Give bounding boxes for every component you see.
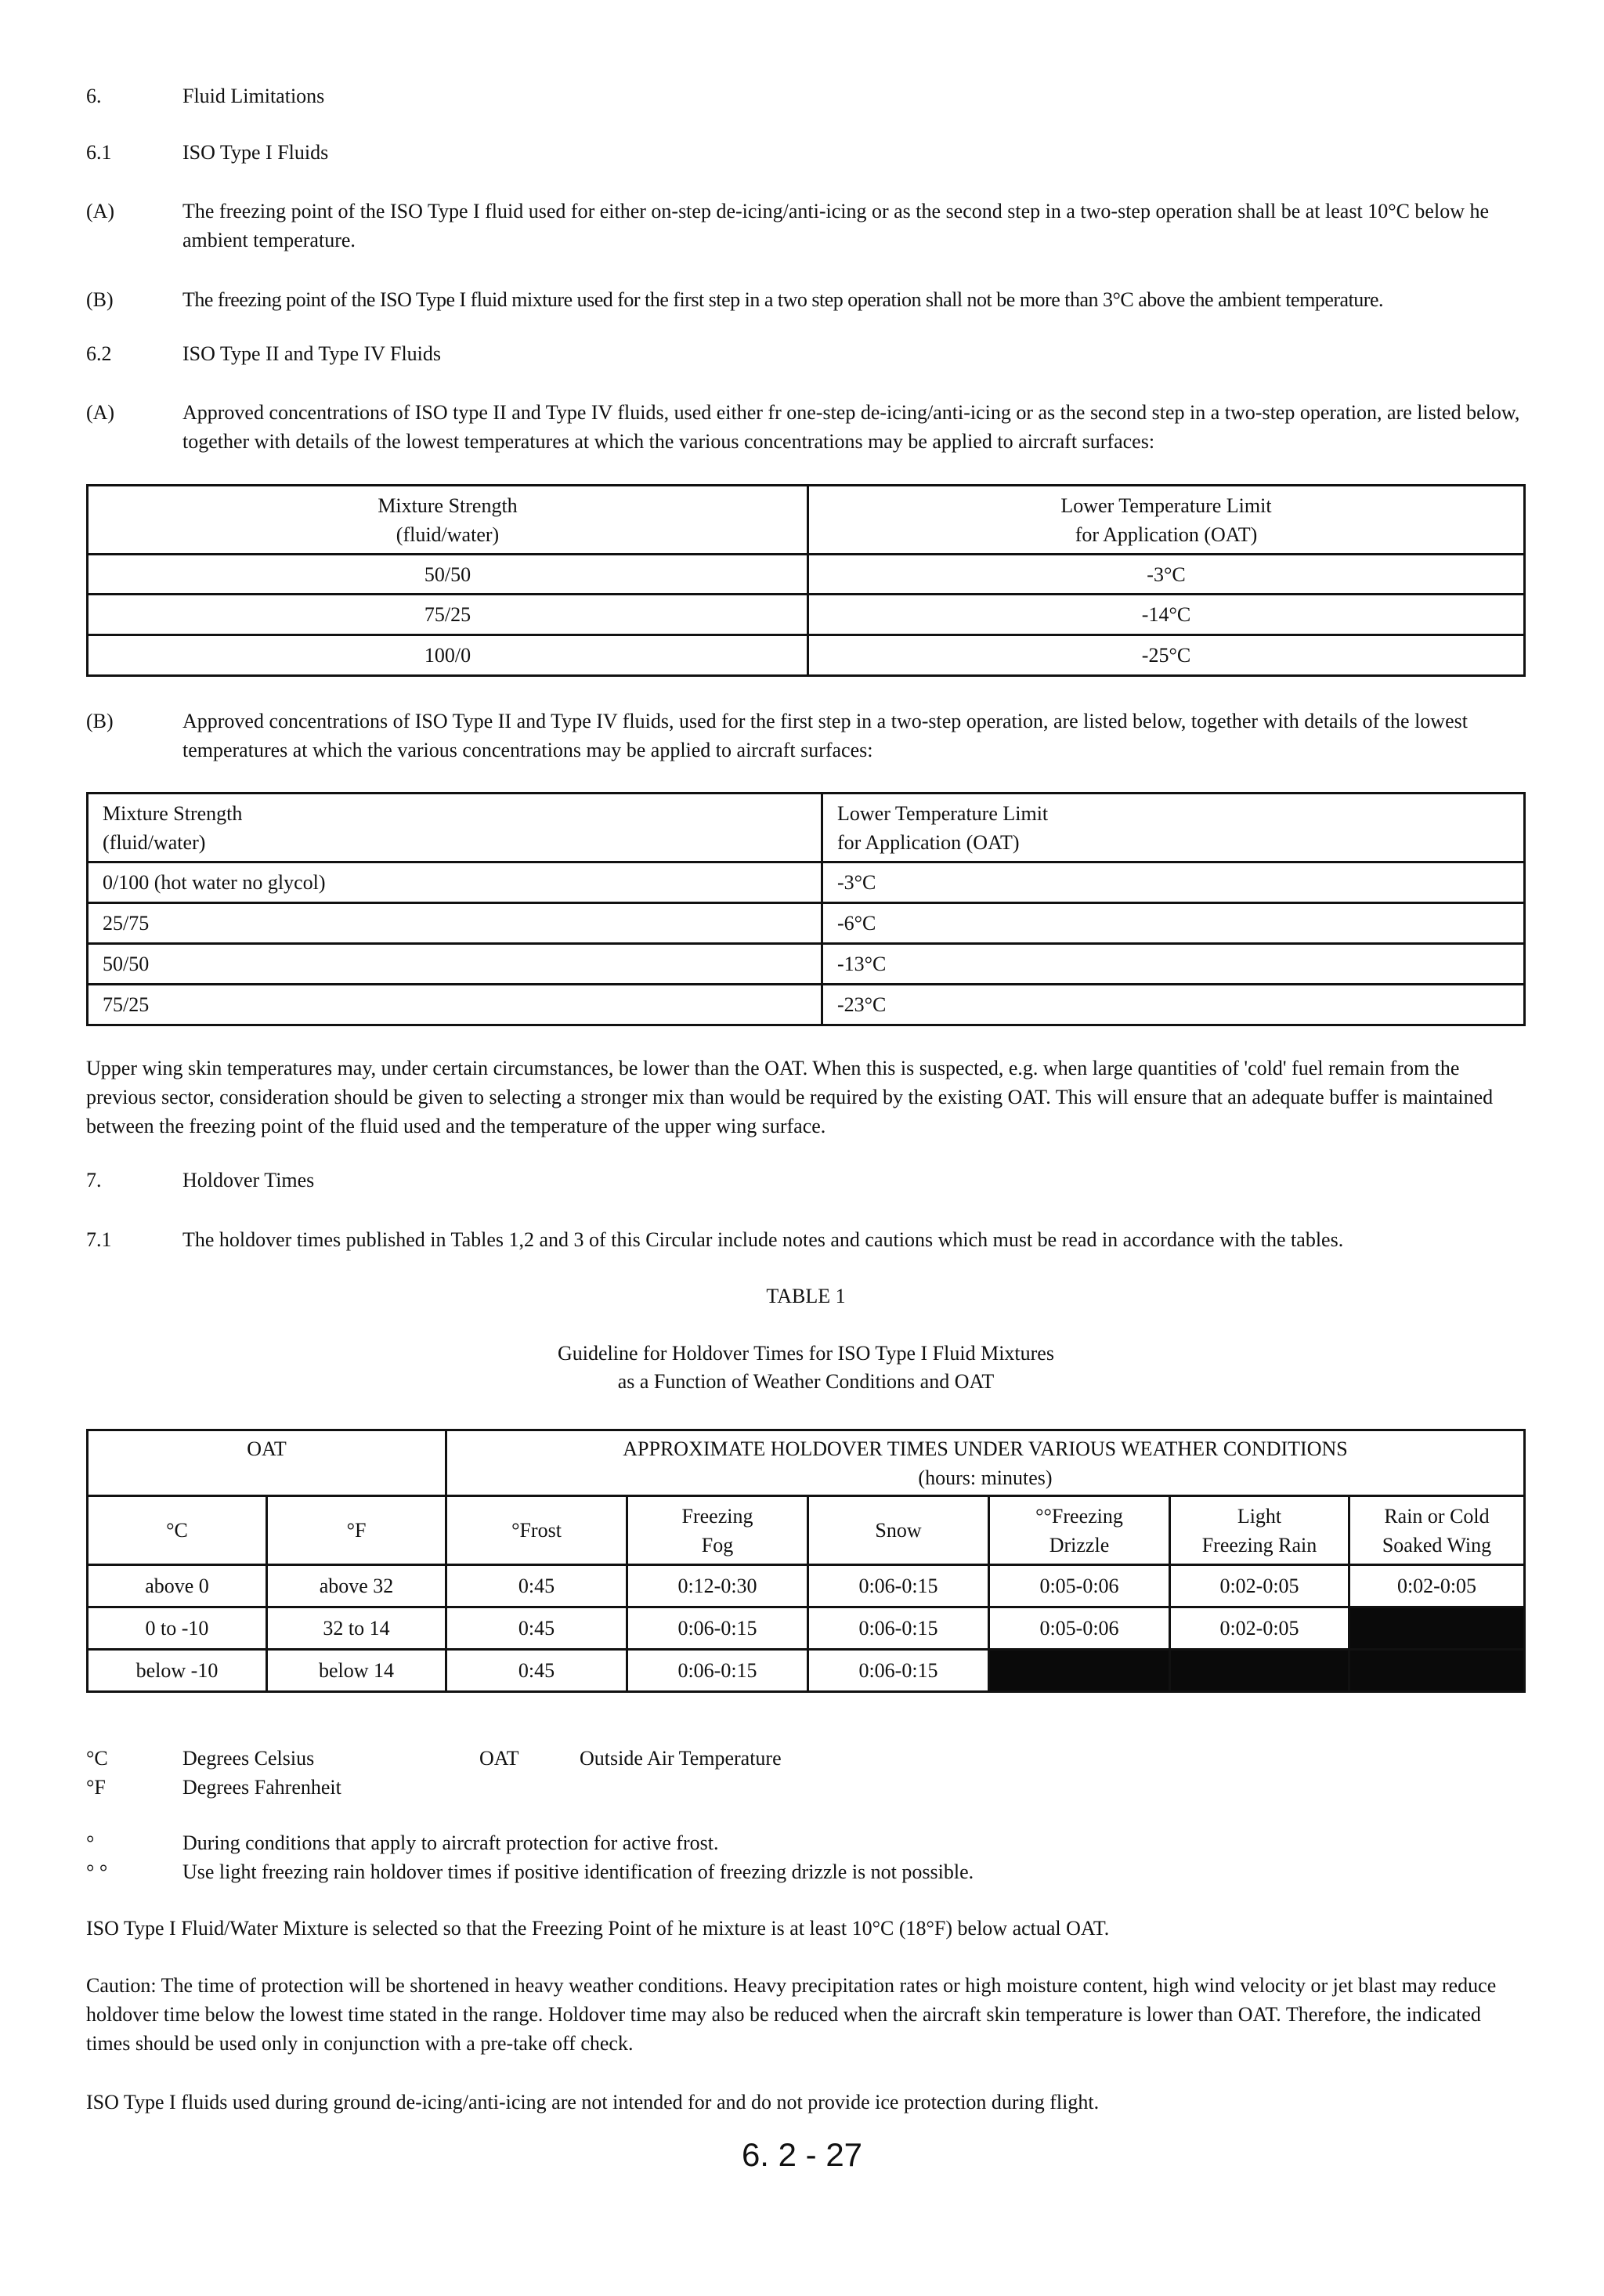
item-label: (A) xyxy=(86,200,115,222)
note-frost-symbol: ° xyxy=(86,1831,95,1854)
cell-snow: 0:06-0:15 xyxy=(808,1607,989,1650)
cell-not-applicable xyxy=(1349,1650,1525,1692)
table1-caption-line1: Guideline for Holdover Times for ISO Type I Fluid Mixtures xyxy=(558,1342,1054,1365)
cell-fahrenheit: below 14 xyxy=(267,1650,446,1692)
header-line: Rain or Cold xyxy=(1384,1504,1490,1528)
table-type-ii-iv-first-step xyxy=(86,792,1526,1026)
table-row xyxy=(88,555,1525,595)
header-line: Lower Temperature Limit xyxy=(1060,494,1272,517)
note-drizzle-symbol: ° ° xyxy=(86,1860,108,1883)
cell-mixture: 0/100 (hot water no glycol) xyxy=(88,862,822,903)
page-number: 6. 2 - 27 xyxy=(741,2136,863,2173)
cell-not-applicable xyxy=(1170,1650,1349,1692)
table-row xyxy=(88,985,1525,1025)
header-mixture-strength xyxy=(88,486,808,555)
cell-snow: 0:06-0:15 xyxy=(808,1565,989,1607)
header-line: Mixture Strength xyxy=(103,801,243,825)
legend-celsius-symbol: °C xyxy=(86,1747,108,1770)
mixture-paragraph: ISO Type I Fluid/Water Mixture is selected so that the Freezing Point of he mixture is at least 10°C (18°F) below actual OAT. xyxy=(86,1917,1110,1940)
legend-fahrenheit-text: Degrees Fahrenheit xyxy=(182,1776,341,1799)
caution-paragraph: Caution: The time of protection will be shortened in heavy weather conditions. Heavy precipitation rates or high moisture content, high wind velocity or jet blast may reduce holdover time below the lowest time stated in the range. Holdover time may also be reduced when the aircraft skin temperature is lower than OAT. Therefore, the indicated times should be used only in conjunction with a pre-take off check. xyxy=(86,1974,1497,2055)
cell-snow: 0:06-0:15 xyxy=(808,1650,989,1692)
item-text: The freezing point of the ISO Type I fluid used for either on-step de-icing/anti-icing or as the second step in a two-step operation shall be at least 10°C below he ambient temperature. xyxy=(182,200,1490,251)
note-frost-text: During conditions that apply to aircraft protection for active frost. xyxy=(182,1831,719,1854)
cell-frost: 0:45 xyxy=(446,1565,627,1607)
cell-temperature: -25°C xyxy=(808,635,1525,676)
cell-freezing-drizzle: 0:05-0:06 xyxy=(989,1565,1170,1607)
table1-label: TABLE 1 xyxy=(766,1285,846,1307)
cell-mixture: 25/75 xyxy=(88,903,822,944)
cell-light-freezing-rain: 0:02-0:05 xyxy=(1170,1565,1349,1607)
table-row xyxy=(88,903,1525,944)
header-line: Freezing xyxy=(681,1504,753,1528)
section-title: ISO Type I Fluids xyxy=(182,141,329,164)
header-line: Lower Temperature Limit xyxy=(837,801,1049,825)
header-lower-temp-limit xyxy=(808,486,1525,555)
table1-caption-line2: as a Function of Weather Conditions and OAT xyxy=(617,1370,995,1393)
header-line: (fluid/water) xyxy=(103,830,206,854)
table-type-ii-iv-one-step xyxy=(86,484,1526,677)
cell-mixture: 100/0 xyxy=(88,635,808,676)
cell-freezing-fog: 0:12-0:30 xyxy=(627,1565,808,1607)
col-snow: Snow xyxy=(808,1496,989,1565)
section-title: Holdover Times xyxy=(182,1169,315,1191)
col-frost: °Frost xyxy=(446,1496,627,1565)
cell-not-applicable xyxy=(1349,1607,1525,1650)
note-drizzle-text: Use light freezing rain holdover times if positive identification of freezing drizzle is not possible. xyxy=(182,1860,974,1883)
col-celsius: °C xyxy=(88,1496,267,1565)
cell-frost: 0:45 xyxy=(446,1607,627,1650)
cell-temperature: -3°C xyxy=(808,555,1525,595)
upper-wing-paragraph: Upper wing skin temperatures may, under certain circumstances, be lower than the OAT. When this is suspected, e.g. when large quantities of 'cold' fuel remain from the previous sector, consideration should be given to selecting a stronger mix than would be required by the existing OAT. This will ensure that an adequate buffer is maintained between the freezing point of the fluid used and the temperature of the upper wing surface. xyxy=(86,1057,1494,1137)
header-line: Mixture Strength xyxy=(378,494,518,517)
cell-mixture: 50/50 xyxy=(88,555,808,595)
table-row xyxy=(88,862,1525,903)
header-line: Light xyxy=(1237,1504,1282,1528)
cell-fahrenheit: 32 to 14 xyxy=(267,1607,446,1650)
col-freezing-drizzle xyxy=(989,1496,1170,1565)
legend-celsius-text: Degrees Celsius xyxy=(182,1747,315,1770)
cell-mixture: 50/50 xyxy=(88,944,822,985)
table-row xyxy=(88,1607,1525,1650)
cell-mixture: 75/25 xyxy=(88,595,808,635)
item-label: (B) xyxy=(86,288,114,311)
item-label: (A) xyxy=(86,401,115,424)
cell-frost: 0:45 xyxy=(446,1650,627,1692)
cell-rain-cold-soaked-wing: 0:02-0:05 xyxy=(1349,1565,1525,1607)
header-approx-holdover xyxy=(446,1430,1525,1496)
header-line: °°Freezing xyxy=(1035,1504,1123,1528)
item-text: Approved concentrations of ISO Type II and Type IV fluids, used for the first step in a two-step operation, are listed below, together with details of the lowest temperatures at which the various concentrations may be applied to aircraft surfaces: xyxy=(182,710,1468,761)
col-light-freezing-rain xyxy=(1170,1496,1349,1565)
flight-protection-paragraph: ISO Type I fluids used during ground de-icing/anti-icing are not intended for and do not provide ice protection during flight. xyxy=(86,2091,1100,2113)
item-text: Approved concentrations of ISO type II and Type IV fluids, used either fr one-step de-icing/anti-icing or as the second step in a two-step operation, are listed below, together with details of the lowest temperatures at which the various concentrations may be applied to aircraft surfaces: xyxy=(182,401,1520,453)
col-rain-cold-soaked-wing xyxy=(1349,1496,1525,1565)
table-row xyxy=(88,635,1525,676)
header-line: APPROXIMATE HOLDOVER TIMES UNDER VARIOUS WEATHER CONDITIONS xyxy=(623,1437,1348,1460)
table-header-row xyxy=(88,486,1525,555)
cell-celsius: above 0 xyxy=(88,1565,267,1607)
section-number: 6.1 xyxy=(86,141,112,164)
legend-fahrenheit-symbol: °F xyxy=(86,1776,106,1799)
cell-freezing-drizzle: 0:05-0:06 xyxy=(989,1607,1170,1650)
legend-oat-text: Outside Air Temperature xyxy=(580,1747,782,1770)
cell-temperature: -23°C xyxy=(822,985,1525,1025)
section-number: 6.2 xyxy=(86,342,112,365)
col-fahrenheit: °F xyxy=(267,1496,446,1565)
cell-celsius: 0 to -10 xyxy=(88,1607,267,1650)
cell-fahrenheit: above 32 xyxy=(267,1565,446,1607)
table-row xyxy=(88,1650,1525,1692)
cell-temperature: -3°C xyxy=(822,862,1525,903)
header-line: Drizzle xyxy=(1049,1533,1110,1557)
section-title: ISO Type II and Type IV Fluids xyxy=(182,342,442,365)
legend-oat-symbol: OAT xyxy=(479,1747,519,1770)
item-label: (B) xyxy=(86,710,114,732)
table-row xyxy=(88,1565,1525,1607)
header-line: Freezing Rain xyxy=(1201,1533,1317,1557)
table-row xyxy=(88,944,1525,985)
col-freezing-fog xyxy=(627,1496,808,1565)
header-mixture-strength xyxy=(88,794,822,862)
section-number: 7. xyxy=(86,1169,102,1191)
header-lower-temp-limit xyxy=(822,794,1525,862)
header-line: for Application (OAT) xyxy=(1075,522,1258,546)
cell-temperature: -6°C xyxy=(822,903,1525,944)
header-line: (hours: minutes) xyxy=(918,1466,1053,1489)
cell-temperature: -13°C xyxy=(822,944,1525,985)
cell-not-applicable xyxy=(989,1650,1170,1692)
cell-freezing-fog: 0:06-0:15 xyxy=(627,1650,808,1692)
header-oat: OAT xyxy=(88,1430,446,1496)
table-group-header-row xyxy=(88,1430,1525,1496)
section-title: Fluid Limitations xyxy=(182,85,325,107)
cell-mixture: 75/25 xyxy=(88,985,822,1025)
header-line: Soaked Wing xyxy=(1382,1533,1492,1557)
table-header-row xyxy=(88,794,1525,862)
cell-freezing-fog: 0:06-0:15 xyxy=(627,1607,808,1650)
section-number: 6. xyxy=(86,85,102,107)
section-number: 7.1 xyxy=(86,1228,112,1251)
cell-temperature: -14°C xyxy=(808,595,1525,635)
cell-light-freezing-rain: 0:02-0:05 xyxy=(1170,1607,1349,1650)
header-line: (fluid/water) xyxy=(396,522,500,546)
table1-holdover-times xyxy=(86,1429,1526,1693)
table-column-header-row xyxy=(88,1496,1525,1565)
header-line: for Application (OAT) xyxy=(837,830,1020,854)
cell-celsius: below -10 xyxy=(88,1650,267,1692)
header-line: Fog xyxy=(701,1533,734,1557)
table-row xyxy=(88,595,1525,635)
item-text: The freezing point of the ISO Type I fluid mixture used for the first step in a two step operation shall not be more than 3°C above the ambient temperature. xyxy=(182,288,1383,311)
section-text: The holdover times published in Tables 1,2 and 3 of this Circular include notes and cautions which must be read in accordance with the tables. xyxy=(182,1228,1344,1251)
